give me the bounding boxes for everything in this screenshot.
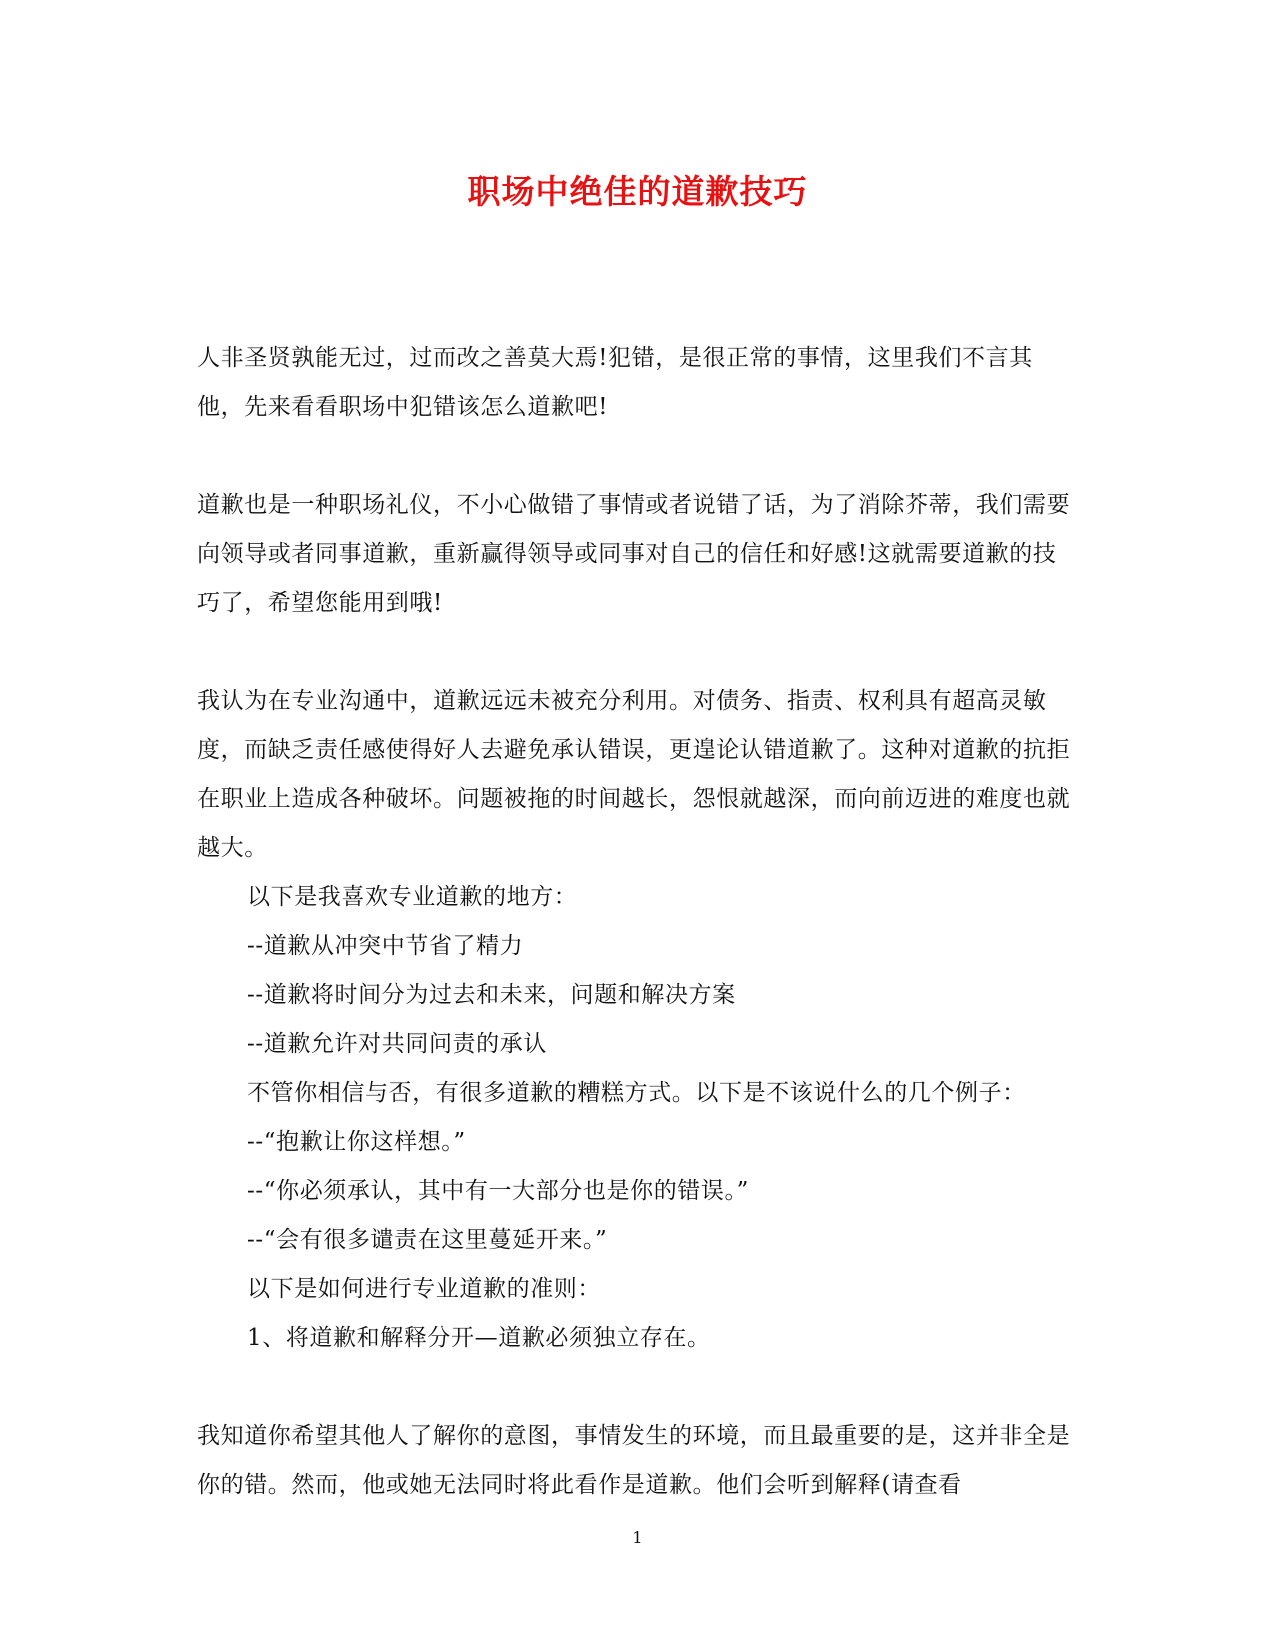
list-item: 以下是如何进行专业道歉的准则： bbox=[247, 1276, 601, 1302]
list-item: --“你必须承认，其中有一大部分也是你的错误。” bbox=[247, 1178, 749, 1204]
paragraph-closing: 我知道你希望其他人了解你的意图，事情发生的环境，而且最重要的是，这并非全是你的错。然而，他或她无法同时将此看作是道歉。他们会听到解释(请查看 bbox=[197, 1423, 1071, 1498]
list-item: --道歉允许对共同问责的承认 bbox=[247, 1031, 547, 1057]
list-item: --道歉将时间分为过去和未来，问题和解决方案 bbox=[247, 982, 736, 1008]
list-item: 以下是我喜欢专业道歉的地方： bbox=[247, 884, 578, 910]
list-item: --“抱歉让你这样想。” bbox=[247, 1129, 466, 1155]
paragraph-intro: 人非圣贤孰能无过，过而改之善莫大焉!犯错，是很正常的事情，这里我们不言其他，先来看看职场中犯错该怎么道歉吧! bbox=[197, 345, 1033, 420]
list-item: --道歉从冲突中节省了精力 bbox=[247, 933, 524, 959]
list-item: 不管你相信与否，有很多道歉的糟糕方式。以下是不该说什么的几个例子： bbox=[247, 1080, 1026, 1106]
list-item: 1、将道歉和解释分开—道歉必须独立存在。 bbox=[247, 1325, 711, 1351]
paragraph-underused: 我认为在专业沟通中，道歉远远未被充分利用。对债务、指责、权利具有超高灵敏度，而缺乏责任感使得好人去避免承认错误，更遑论认错道歉了。这种对道歉的抗拒在职业上造成各种破坏。问题被拖的时间越长，怨恨就越深，而向前迈进的难度也就越大。 bbox=[197, 688, 1071, 861]
paragraph-etiquette: 道歉也是一种职场礼仪，不小心做错了事情或者说错了话，为了消除芥蒂，我们需要向领导或者同事道歉，重新赢得领导或同事对自己的信任和好感!这就需要道歉的技巧了，希望您能用到哦! bbox=[197, 492, 1071, 616]
page-number: 1 bbox=[632, 1528, 643, 1547]
indented-list bbox=[197, 873, 1077, 1363]
document-title: 职场中绝佳的道歉技巧 bbox=[467, 172, 808, 211]
spacer bbox=[197, 1363, 1077, 1412]
document-body bbox=[197, 334, 1077, 1510]
list-item: --“会有很多谴责在这里蔓延开来。” bbox=[247, 1227, 608, 1253]
